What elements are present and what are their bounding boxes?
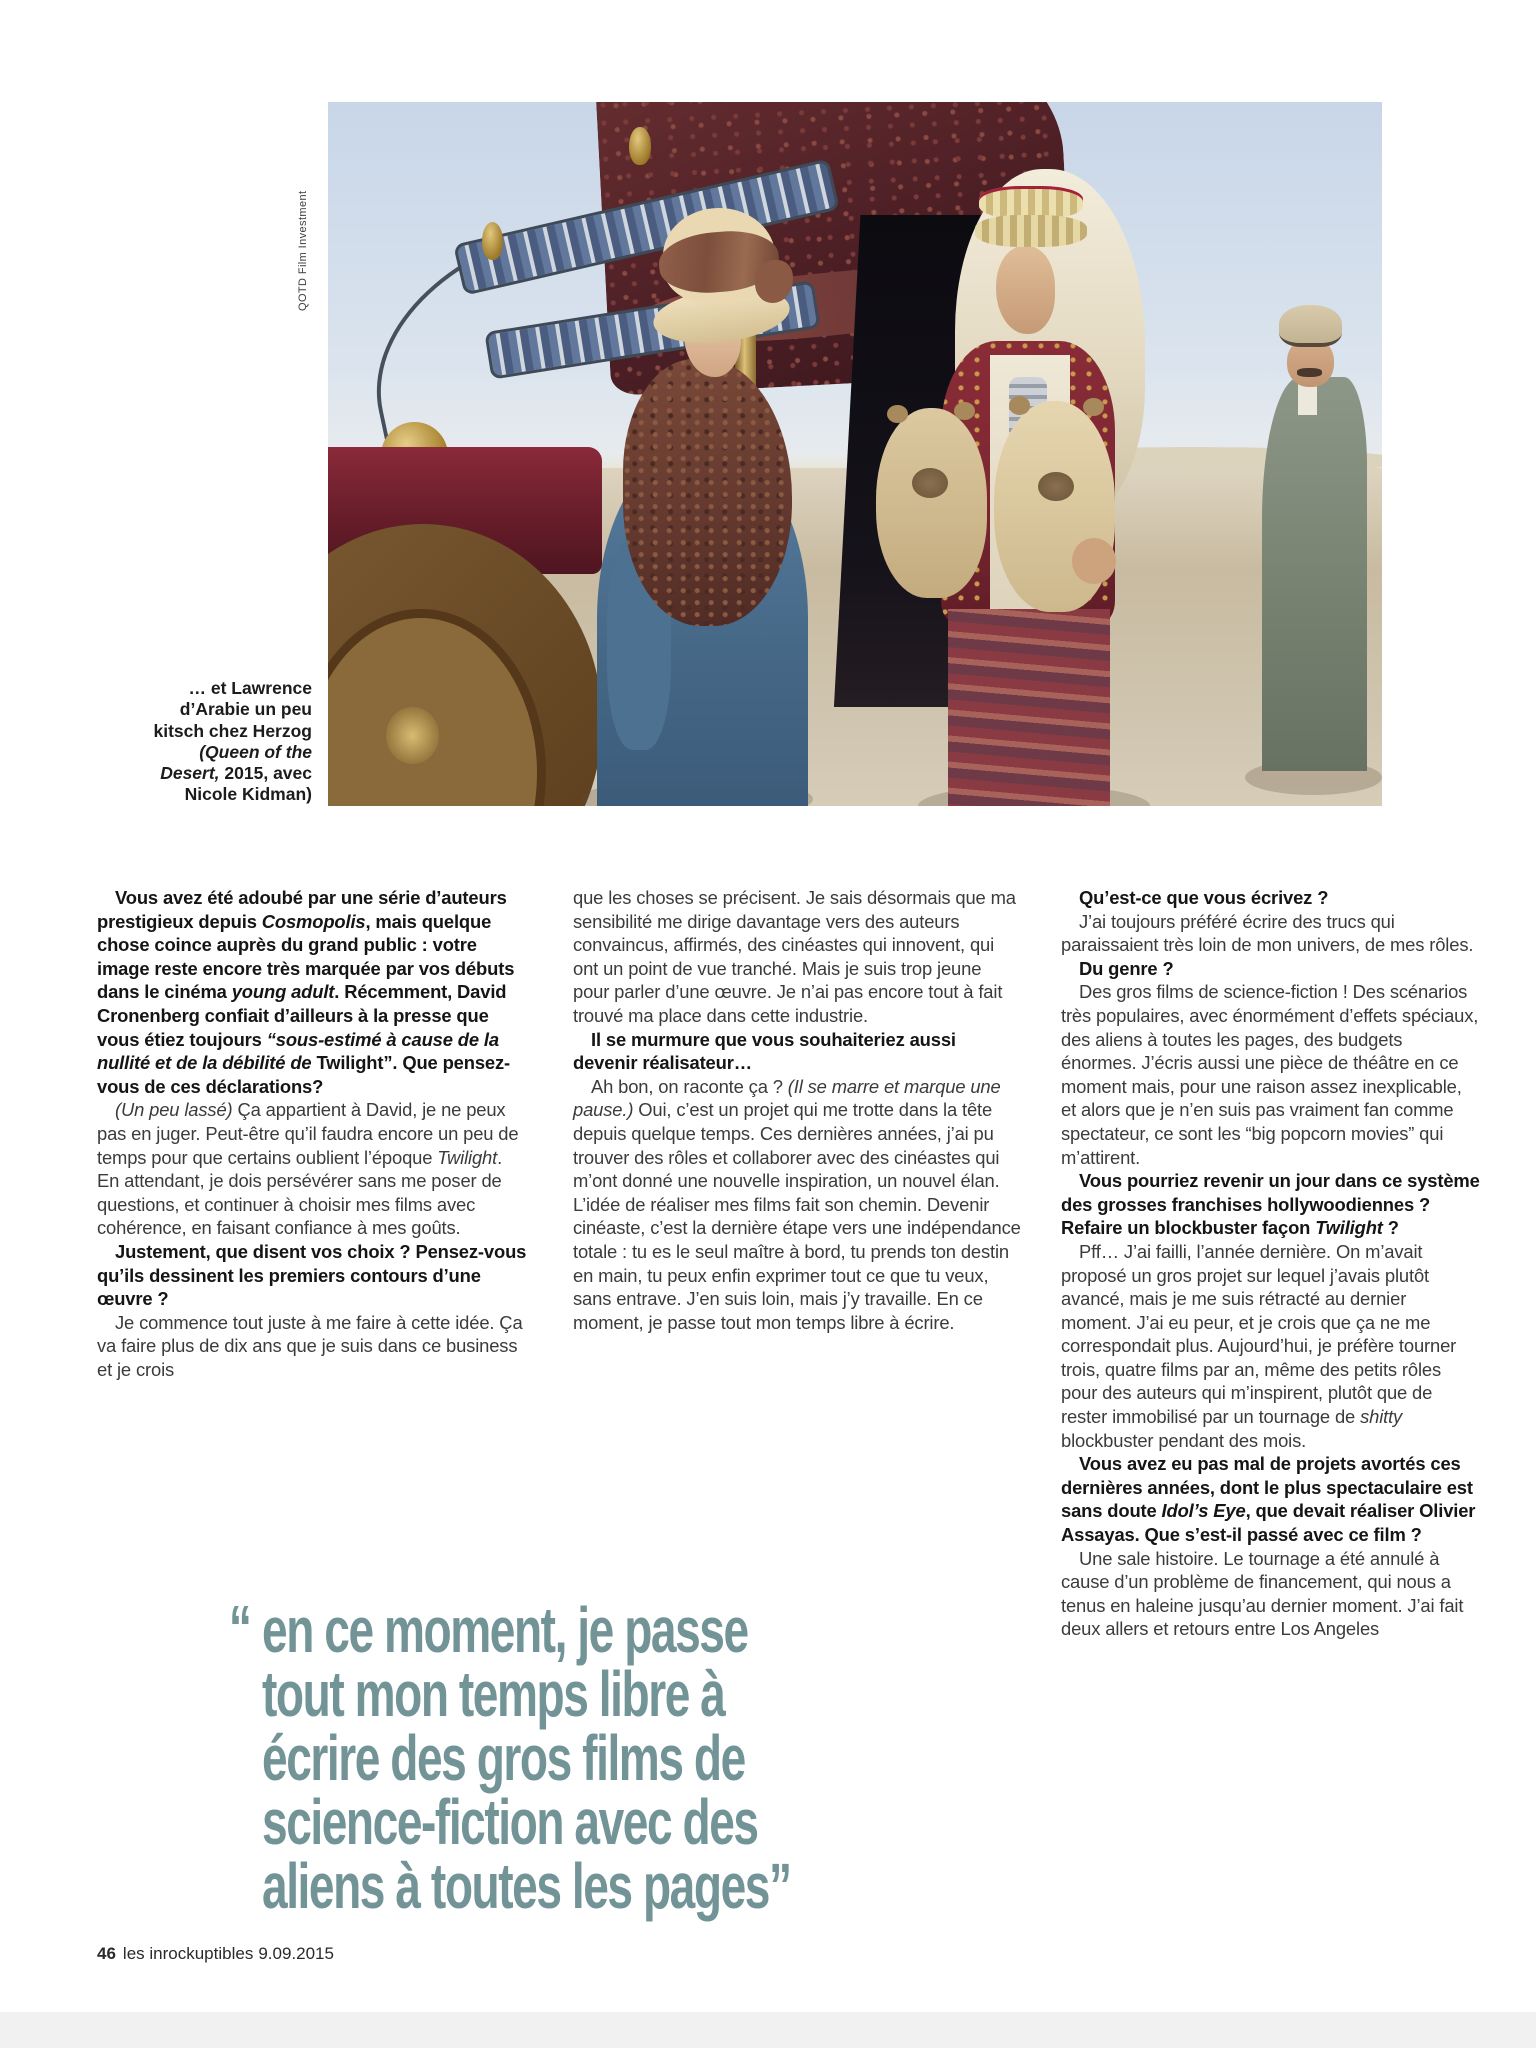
interview-answer [573,886,1021,1028]
text-segment: … et Lawrence [188,678,312,698]
text-segment: ”. Que pensez-vous de ces déclarations? [97,1052,511,1097]
brass-finial [629,127,650,166]
column-1 [97,886,529,1381]
interview-answer [1061,1547,1481,1641]
pull-quote-text [228,1592,996,1922]
text-segment: Ça appartient à David, je ne peux pas en juger. Peut-être qu’il faudra encore un peu de temps pour que certains oublient l’époque [97,1099,519,1168]
text-segment: Twilight [1315,1217,1383,1239]
cub-muzzle [912,468,948,498]
caption-line [70,763,312,784]
text-segment: (Un peu lassé) [115,1099,233,1121]
kidman-paisley-scarf [623,359,792,627]
interview-answer [1061,910,1481,957]
text-segment: d’Arabie un peu [179,699,312,720]
suited-man-moustache [1297,368,1322,376]
caption-line [70,721,312,742]
pattinson-agal-band [975,215,1087,247]
text-segment: young adult [231,981,335,1003]
text-segment: (Il se marre et marque une pause.) [573,1075,1001,1121]
lion-cub-left [876,408,987,598]
text-segment: . En attendant, je dois persévérer sans me poser de questions, et continuer à choisir mes films avec cohérence, en faisant confiance à mes goûts. [97,1146,503,1239]
wheel-hub [386,707,439,763]
interview-answer [573,1075,1021,1335]
cub-ear [1009,396,1030,414]
text-segment: ? [1382,1217,1399,1239]
cub-ear [1083,398,1104,416]
pull-quote-line: écrire des gros films de [262,1722,745,1794]
text-segment: (Queen of the [199,741,312,762]
pull-quote-line: science-fiction avec des [262,1786,758,1858]
text-segment: Vous avez été adoubé par une série d’auteurs prestigieux depuis [97,887,507,932]
text-segment: Twilight [437,1146,498,1168]
open-quote-mark: “ [228,1592,251,1664]
text-segment: Twilight [316,1052,384,1074]
interview-question [97,886,529,1098]
text-segment: Cosmopolis [261,910,366,932]
interview-answer [1061,980,1481,1169]
text-segment: Idol’s Eye [1161,1500,1246,1522]
cub-muzzle [1038,472,1074,502]
text-segment: blockbuster pendant des mois. [1061,1429,1307,1451]
issue-date: 9.09.2015 [258,1944,334,1963]
text-segment: J’ai toujours préféré écrire des trucs qui paraissaient très loin de mon univers, de mes rôles. [1061,910,1474,956]
text-segment: Vous pourriez revenir un jour dans ce système des grosses franchises hollywoodiennes ? Refaire un blockbuster façon [1061,1170,1480,1239]
pull-quote-line: tout mon temps libre à [262,1658,725,1730]
text-segment: 2015, avec [219,763,312,784]
caption-line [70,784,312,805]
caption-line [70,699,312,720]
text-segment: Nicole Kidman) [184,784,312,805]
text-segment: Du genre ? [1079,957,1174,979]
pull-quote [228,1592,996,1922]
text-segment: “sous-estimé à cause de la nullité et de la débilité de [97,1028,499,1074]
text-segment: Oui, c’est un projet qui me trotte dans la tête depuis quelque temps. Ces dernières années, j’ai pu trouver des rôles et collaborer avec des cinéastes qui m’ont donné une nouvelle inspiration, un nouvel élan. L’idée de réaliser mes films fait son chemin. Devenir cinéaste, c’est la dernière étape vers une indépendance totale : tu es le seul maître à bord, tu prends ton destin en main, tu peux enfin exprimer tout ce que tu veux, sans entrave. J’en suis loin, mais j’y travaille. En ce moment, je passe tout mon temps libre à écrire. [573,1099,1021,1333]
brass-finial [482,222,503,261]
photo-credit: QOTD Film Investment [297,190,309,311]
pull-quote-line: aliens à toutes les pages” [262,1850,791,1922]
text-segment: Qu’est-ce que vous écrivez ? [1079,887,1329,908]
interview-question [1061,957,1481,981]
suited-man-fedora [1279,305,1342,347]
text-segment: Pff… J’ai failli, l’année dernière. On m’avait proposé un gros projet sur lequel j’avais plutôt avancé, mais je me suis rétracté au dernier moment. J’ai eu peur, et je crois que ça ne me correspondait plus. Aujourd’hui, je préfère tourner trois, quatre films par an, même des petits rôles pour des auteurs qui m’inspirent, plutôt que de rester immobilisé par un tournage de [1061,1240,1457,1428]
text-segment: , mais quelque chose coince auprès du grand public : votre image reste encore très marquée par vos débuts dans le cinéma [97,910,515,1003]
pattinson-face [996,246,1055,334]
interview-question [1061,1169,1481,1240]
movie-still-photo [328,102,1382,806]
text-segment: shitty [1360,1406,1403,1428]
column-3 [1061,886,1481,1641]
interview-question [97,1240,529,1311]
text-segment: Ah bon, on raconte ça ? [591,1075,788,1097]
text-segment: Justement, que disent vos choix ? Pensez-vous qu’ils dessinent les premiers contours d’une œuvre ? [97,1240,527,1310]
magazine-name: les inrockuptibles [122,1944,254,1963]
interview-answer [97,1311,529,1382]
suited-man-shirt [1298,384,1317,416]
column-2 [573,886,1021,1334]
interview-answer [97,1098,529,1240]
text-segment: Je commence tout juste à me faire à cette idée. Ça va faire plus de dix ans que je suis dans ce business et je crois [97,1311,523,1380]
text-segment: , que devait réaliser Olivier Assayas. Que s’est-il passé avec ce film ? [1061,1500,1476,1546]
text-segment: que les choses se précisent. Je sais désormais que ma sensibilité me dirige davantage vers des auteurs convaincus, affirmés, des cinéastes qui innovent, qui ont un point de vue tranché. Mais je suis trop jeune pour parler d’une œuvre. Je n’ai pas encore tout à fait trouvé ma place dans cette industrie. [573,887,1016,1026]
text-segment: . Récemment, David Cronenberg confiait d’ailleurs à la presse que vous étiez toujours [97,981,507,1050]
interview-answer [1061,1240,1481,1452]
text-segment: kitsch chez Herzog [153,720,312,741]
photo-caption [70,678,312,806]
caption-line [70,742,312,763]
interview-question [573,1028,1021,1075]
caption-line [70,678,312,699]
text-segment: Il se murmure que vous souhaiteriez aussi devenir réalisateur… [573,1028,956,1074]
page-footer [97,1944,334,1964]
cub-ear [887,405,908,423]
text-segment: Vous avez eu pas mal de projets avortés ces dernières années, dont le plus spectaculaire est sans doute [1061,1453,1473,1522]
page-number: 46 [97,1944,116,1963]
interview-question [1061,1452,1481,1546]
interview-question [1061,886,1481,910]
text-segment: Desert, [160,763,220,784]
pattinson-agal-band [979,186,1082,218]
bottom-grey-strip [0,2012,1536,2048]
pull-quote-line: “ en ce moment, je passe [228,1592,748,1666]
text-segment: Une sale histoire. Le tournage a été annulé à cause d’un problème de financement, qui nous a tenus en haleine jusqu’au dernier moment. J’ai fait deux allers et retours entre Los Angeles [1061,1547,1464,1640]
pattinson-striped-sash [948,609,1110,806]
suited-man-suit [1262,377,1367,771]
text-segment: Des gros films de science-fiction ! Des scénarios très populaires, avec énormément d’effets spéciaux, des aliens à toutes les pages, des budgets énormes. J’écris aussi une pièce de théâtre en ce moment mais, pour une raison assez inexplicable, et alors que je n’en suis pas vraiment fan comme spectateur, ce sont les “big popcorn movies” qui m’attirent. [1061,981,1479,1168]
